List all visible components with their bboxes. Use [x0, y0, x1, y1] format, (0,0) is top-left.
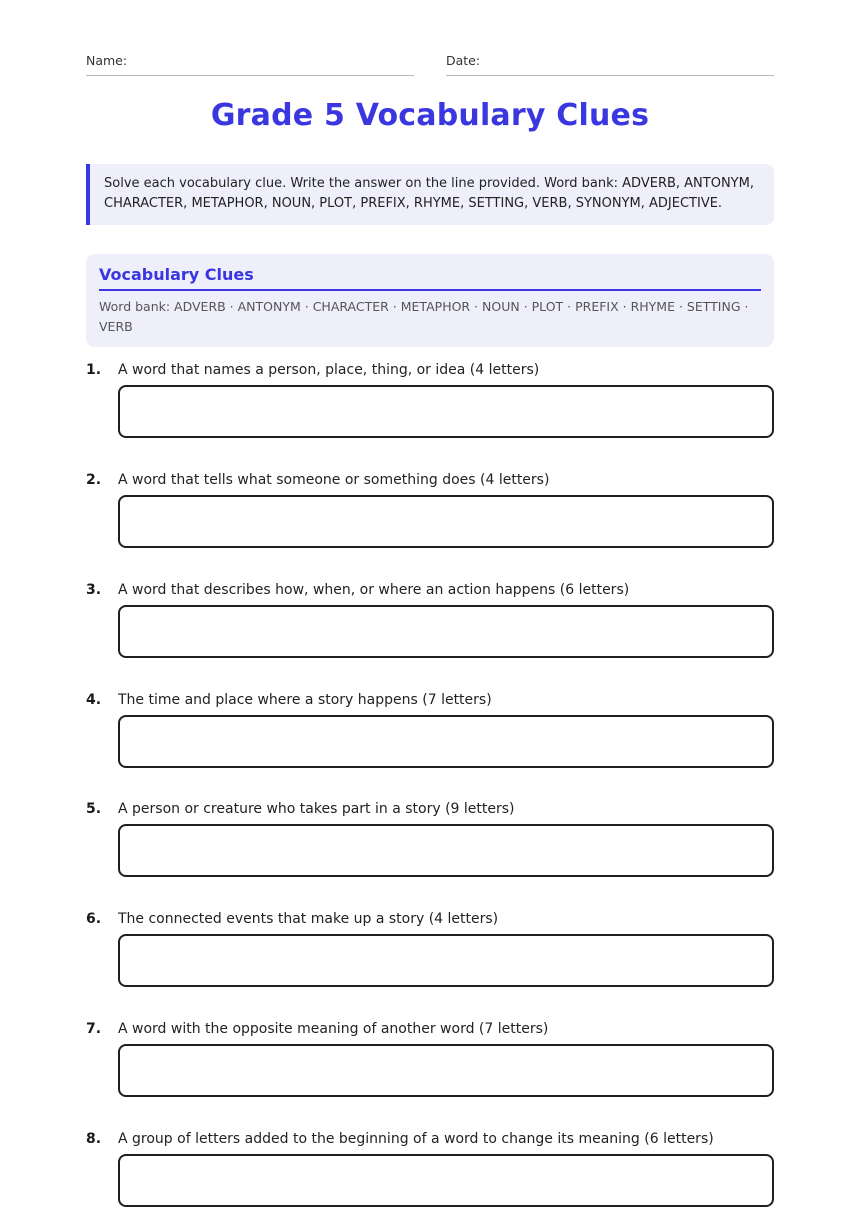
name-label: Name: [86, 53, 128, 68]
question-text: The time and place where a story happens (7 letters) [118, 692, 492, 708]
question-item [86, 472, 774, 572]
instructions-text: Solve each vocabulary clue. Write the answer on the line provided. Word bank: ADVERB, ANTONYM, CHARACTER, METAPHOR, NOUN, PLOT, PREFIX, RHYME, SETTING, VERB, SYNONYM, ADJECTIVE. [104, 176, 754, 211]
question-item [86, 911, 774, 1011]
question-number: 3. [86, 582, 102, 598]
question-text: A person or creature who takes part in a story (9 letters) [118, 801, 515, 817]
question-text: A word that describes how, when, or where an action happens (6 letters) [118, 582, 630, 598]
question-text: A word with the opposite meaning of another word (7 letters) [118, 1021, 549, 1037]
question-text: A group of letters added to the beginning of a word to change its meaning (6 letters) [118, 1131, 714, 1147]
question-number: 5. [86, 801, 102, 817]
answer-box[interactable] [118, 1154, 774, 1207]
question-number: 6. [86, 911, 102, 927]
question-item [86, 362, 774, 462]
instructions-box [86, 164, 774, 225]
question-number: 1. [86, 362, 102, 378]
header-fields [86, 53, 774, 77]
question-item [86, 1021, 774, 1121]
answer-box[interactable] [118, 605, 774, 658]
date-label: Date: [446, 53, 481, 68]
page-title: Grade 5 Vocabulary Clues [210, 98, 650, 133]
question-text: The connected events that make up a story (4 letters) [118, 911, 499, 927]
question-number: 4. [86, 692, 102, 708]
answer-box[interactable] [118, 1044, 774, 1097]
date-field[interactable] [446, 53, 774, 76]
word-bank: Word bank: ADVERB · ANTONYM · CHARACTER · METAPHOR · NOUN · PLOT · PREFIX · RHYME · SETTING · VERB [99, 299, 749, 334]
question-number: 2. [86, 472, 102, 488]
answer-box[interactable] [118, 824, 774, 877]
name-field[interactable] [86, 53, 414, 76]
question-item [86, 1131, 774, 1231]
answer-box[interactable] [118, 715, 774, 768]
question-text: A word that names a person, place, thing, or idea (4 letters) [118, 362, 540, 378]
section-title: Vocabulary Clues [99, 264, 761, 291]
question-item [86, 692, 774, 792]
answer-box[interactable] [118, 385, 774, 438]
question-item [86, 582, 774, 682]
question-number: 7. [86, 1021, 102, 1037]
answer-box[interactable] [118, 934, 774, 987]
answer-box[interactable] [118, 495, 774, 548]
question-item [86, 801, 774, 901]
section-header [86, 254, 774, 347]
question-number: 8. [86, 1131, 102, 1147]
question-text: A word that tells what someone or something does (4 letters) [118, 472, 550, 488]
